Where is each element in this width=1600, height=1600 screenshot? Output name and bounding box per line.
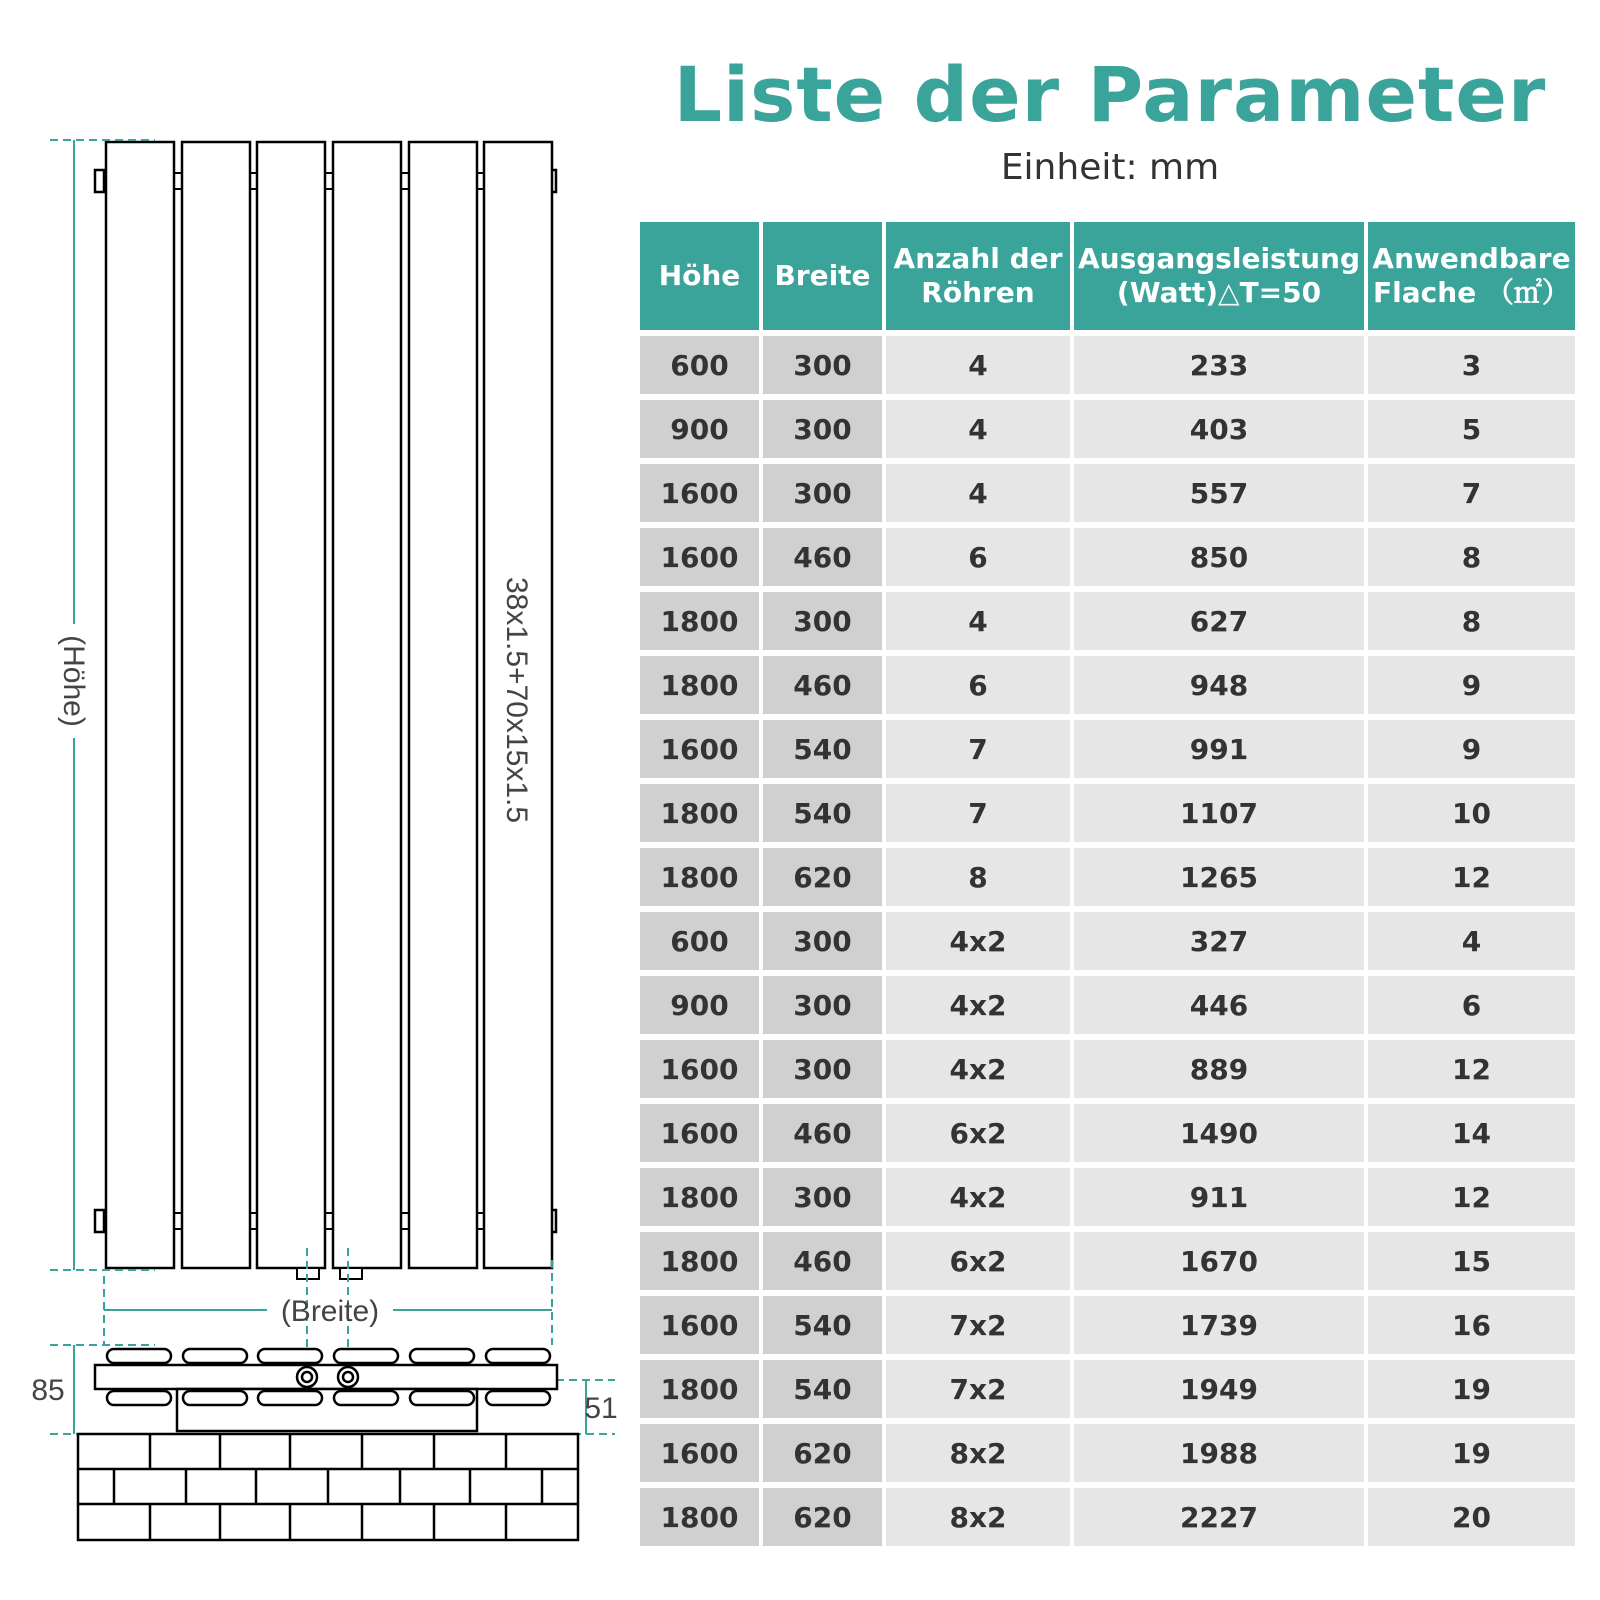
bracket-top-left bbox=[95, 170, 104, 192]
table-cell: 6 bbox=[886, 656, 1070, 714]
table-row bbox=[640, 1168, 1575, 1226]
table-cell: 900 bbox=[640, 400, 759, 458]
table-cell: 14 bbox=[1368, 1104, 1575, 1162]
table-row bbox=[640, 848, 1575, 906]
table-cell: 5 bbox=[1368, 400, 1575, 458]
table-cell: 991 bbox=[1074, 720, 1364, 778]
table-cell: 8 bbox=[1368, 592, 1575, 650]
radiator-panel bbox=[333, 142, 401, 1268]
pipe-connector-right bbox=[340, 1268, 362, 1279]
table-cell: 1800 bbox=[640, 656, 759, 714]
table-cell: 300 bbox=[763, 336, 882, 394]
table-cell: 620 bbox=[763, 848, 882, 906]
table-cell: 8 bbox=[1368, 528, 1575, 586]
table-cell: 460 bbox=[763, 1232, 882, 1290]
table-cell: 12 bbox=[1368, 1040, 1575, 1098]
table-cell: 20 bbox=[1368, 1488, 1575, 1546]
table-cell: 4 bbox=[886, 336, 1070, 394]
table-cell: 19 bbox=[1368, 1424, 1575, 1482]
table-cell: 300 bbox=[763, 1168, 882, 1226]
radiator-technical-drawing bbox=[0, 0, 640, 1600]
table-cell: 15 bbox=[1368, 1232, 1575, 1290]
header-anwendbare-flache: Anwendbare Flache （㎡） bbox=[1368, 222, 1575, 330]
table-cell: 1265 bbox=[1074, 848, 1364, 906]
table-cell: 7x2 bbox=[886, 1296, 1070, 1354]
table-cell: 850 bbox=[1074, 528, 1364, 586]
table-cell: 300 bbox=[763, 1040, 882, 1098]
table-cell: 620 bbox=[763, 1424, 882, 1482]
brick-wall bbox=[78, 1434, 578, 1540]
table-cell: 300 bbox=[763, 976, 882, 1034]
table-row bbox=[640, 464, 1575, 522]
table-row bbox=[640, 784, 1575, 842]
table-cell: 540 bbox=[763, 1296, 882, 1354]
table-row bbox=[640, 1104, 1575, 1162]
table-cell: 4x2 bbox=[886, 1168, 1070, 1226]
table-cell: 233 bbox=[1074, 336, 1364, 394]
radiator-panel bbox=[257, 142, 325, 1268]
table-cell: 1600 bbox=[640, 528, 759, 586]
table-cell: 1600 bbox=[640, 464, 759, 522]
table-cell: 8 bbox=[886, 848, 1070, 906]
table-cell: 16 bbox=[1368, 1296, 1575, 1354]
table-row bbox=[640, 528, 1575, 586]
table-cell: 1600 bbox=[640, 1296, 759, 1354]
height-label: (Höhe) bbox=[57, 635, 90, 727]
table-cell: 2227 bbox=[1074, 1488, 1364, 1546]
table-cell: 1600 bbox=[640, 720, 759, 778]
offset-label: 51 bbox=[584, 1392, 618, 1425]
table-cell: 1670 bbox=[1074, 1232, 1364, 1290]
table-cell: 3 bbox=[1368, 336, 1575, 394]
table-cell: 889 bbox=[1074, 1040, 1364, 1098]
table-cell: 446 bbox=[1074, 976, 1364, 1034]
table-cell: 1600 bbox=[640, 1040, 759, 1098]
header-breite: Breite bbox=[763, 222, 882, 330]
table-cell: 7x2 bbox=[886, 1360, 1070, 1418]
table-row bbox=[640, 400, 1575, 458]
table-cell: 4 bbox=[886, 400, 1070, 458]
table-cell: 1949 bbox=[1074, 1360, 1364, 1418]
table-cell: 4 bbox=[1368, 912, 1575, 970]
table-row bbox=[640, 1296, 1575, 1354]
table-row bbox=[640, 1424, 1575, 1482]
table-cell: 6 bbox=[1368, 976, 1575, 1034]
table-cell: 1988 bbox=[1074, 1424, 1364, 1482]
table-row bbox=[640, 1488, 1575, 1546]
table-cell: 7 bbox=[886, 720, 1070, 778]
table-cell: 627 bbox=[1074, 592, 1364, 650]
table-cell: 9 bbox=[1368, 720, 1575, 778]
table-cell: 460 bbox=[763, 1104, 882, 1162]
table-row bbox=[640, 1232, 1575, 1290]
table-row bbox=[640, 336, 1575, 394]
table-cell: 8x2 bbox=[886, 1488, 1070, 1546]
table-cell: 620 bbox=[763, 1488, 882, 1546]
table-row bbox=[640, 1040, 1575, 1098]
table-cell: 7 bbox=[1368, 464, 1575, 522]
table-row bbox=[640, 720, 1575, 778]
table-cell: 1800 bbox=[640, 592, 759, 650]
table-cell: 557 bbox=[1074, 464, 1364, 522]
table-cell: 300 bbox=[763, 464, 882, 522]
top-view-rail bbox=[95, 1365, 557, 1389]
table-cell: 900 bbox=[640, 976, 759, 1034]
table-cell: 1600 bbox=[640, 1424, 759, 1482]
table-cell: 600 bbox=[640, 912, 759, 970]
width-label: (Breite) bbox=[280, 1295, 380, 1328]
table-cell: 911 bbox=[1074, 1168, 1364, 1226]
table-cell: 4 bbox=[886, 464, 1070, 522]
table-header-row bbox=[640, 222, 1575, 330]
table-cell: 1800 bbox=[640, 1360, 759, 1418]
header-ausgangsleistung: Ausgangsleistung (Watt)△T=50 bbox=[1074, 222, 1364, 330]
table-row bbox=[640, 592, 1575, 650]
table-cell: 4x2 bbox=[886, 1040, 1070, 1098]
header-hoehe: Höhe bbox=[640, 222, 759, 330]
table-cell: 8x2 bbox=[886, 1424, 1070, 1482]
radiator-panel bbox=[182, 142, 250, 1268]
table-cell: 1739 bbox=[1074, 1296, 1364, 1354]
header-anzahl-roehren: Anzahl der Röhren bbox=[886, 222, 1070, 330]
table-cell: 460 bbox=[763, 528, 882, 586]
table-cell: 327 bbox=[1074, 912, 1364, 970]
table-cell: 4x2 bbox=[886, 976, 1070, 1034]
table-row bbox=[640, 912, 1575, 970]
table-cell: 300 bbox=[763, 400, 882, 458]
parameter-table bbox=[636, 216, 1579, 1552]
table-cell: 948 bbox=[1074, 656, 1364, 714]
table-cell: 1800 bbox=[640, 784, 759, 842]
table-cell: 460 bbox=[763, 656, 882, 714]
table-cell: 540 bbox=[763, 1360, 882, 1418]
table-cell: 10 bbox=[1368, 784, 1575, 842]
unit-label: Einheit: mm bbox=[1000, 147, 1220, 188]
table-cell: 540 bbox=[763, 784, 882, 842]
table-cell: 403 bbox=[1074, 400, 1364, 458]
table-row bbox=[640, 656, 1575, 714]
table-cell: 4x2 bbox=[886, 912, 1070, 970]
table-cell: 6x2 bbox=[886, 1232, 1070, 1290]
profile-label: 38x1.5+70x15x1.5 bbox=[500, 576, 533, 824]
radiator-panel bbox=[409, 142, 477, 1268]
bracket-bottom-left bbox=[95, 1210, 104, 1232]
table-cell: 12 bbox=[1368, 848, 1575, 906]
radiator-panels bbox=[106, 142, 552, 1268]
table-cell: 19 bbox=[1368, 1360, 1575, 1418]
table-cell: 9 bbox=[1368, 656, 1575, 714]
table-cell: 6 bbox=[886, 528, 1070, 586]
table-cell: 1800 bbox=[640, 1168, 759, 1226]
table-cell: 1800 bbox=[640, 848, 759, 906]
page-title: Liste der Parameter bbox=[673, 50, 1547, 139]
table-cell: 7 bbox=[886, 784, 1070, 842]
radiator-panel bbox=[106, 142, 174, 1268]
table-cell: 300 bbox=[763, 592, 882, 650]
table-row bbox=[640, 1360, 1575, 1418]
table-cell: 12 bbox=[1368, 1168, 1575, 1226]
table-cell: 1107 bbox=[1074, 784, 1364, 842]
table-cell: 1800 bbox=[640, 1488, 759, 1546]
table-cell: 6x2 bbox=[886, 1104, 1070, 1162]
depth-label: 85 bbox=[31, 1374, 65, 1407]
table-cell: 4 bbox=[886, 592, 1070, 650]
top-view bbox=[95, 1349, 557, 1431]
table-cell: 1490 bbox=[1074, 1104, 1364, 1162]
table-cell: 540 bbox=[763, 720, 882, 778]
table-cell: 600 bbox=[640, 336, 759, 394]
table-cell: 300 bbox=[763, 912, 882, 970]
table-row bbox=[640, 976, 1575, 1034]
table-cell: 1800 bbox=[640, 1232, 759, 1290]
table-cell: 1600 bbox=[640, 1104, 759, 1162]
